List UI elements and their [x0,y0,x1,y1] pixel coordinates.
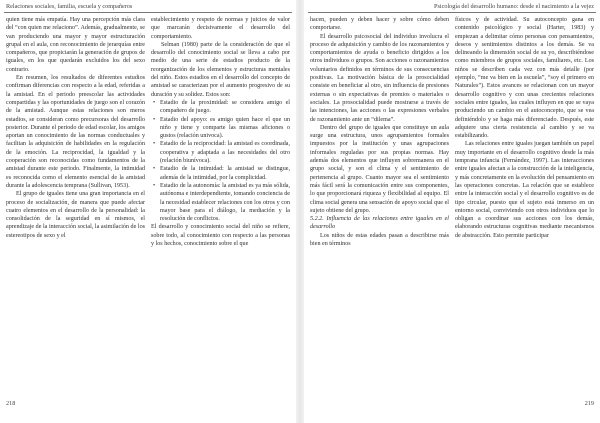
paragraph: En resumen, los resultados de diferentes estudios confirman diferencias con respecto a la edad, referidas a la amistad. En el periodo preescolar las actividades compartidas y las oportunidades de juego son el corazón de la amistad. Aunque estas relaciones son meros estadios, se consideran como precursoras del desarrollo posterior. Durante el periodo de edad escolar, los amigos aportan un conocimiento de las normas conductuales y facilitan la adquisición de habilidades en la regulación de la emoción. La reciprocidad, la igualdad y la cooperación son reconocidas como fundamentos de la amistad durante este periodo. Finalmente, la intimidad es reconocida como el elemento esencial de la amistad durante la adolescencia temprana (Sullivan, 1953). [6,75,145,189]
stage-list [151,99,290,223]
paragraph: establecimiento y respeto de normas y juicios de valor que marcarán decisivamente el desarrollo del comportamiento. [151,17,290,40]
right-header-rule [308,12,596,13]
book-gutter [296,0,304,423]
paragraph: El desarrollo psicosocial del individuo involucra el proceso de adquisición y cambio de los razonamientos y comportamientos de ayuda o beneficio dirigidos a los otros individuos o grupos. Son acciones o razonamientos voluntarios definidos en términos de sus consecuencias positivas. La motivación básica de la prosocialidad consiste en beneficiar al otro, sin influencia de presiones externas o sin expectativas de premios o materiales o sociales. La prosocialidad puede mostrarse a través de las intenciones, las acciones o las expresiones verbales de razonamiento ante un “dilema”. [310,33,449,123]
right-page-number: 219 [584,400,594,407]
right-running-header: Psicología del desarrollo humano: desde el nacimiento a la vejez [434,3,594,10]
list-item: • Estadio del apoyo: es amigo quien hace el que un niño y tiene y comparte las mismas aficiones o gustos (relación univoca). [151,116,290,141]
paragraph: quien tiene más empatía. Hay una percepción más clara del “con quien me relaciono”. Además, gradualmente, se van produciendo una mayor y mayor estructuración grupal en el aula, con reconocimiento de jerarquías entre compañeros, que propiciarán la generación de grupos de iguales, en los que quedarán excluidos los del sexo contrario. [6,17,145,73]
section-subheading: 5.2.2. Influencia de las relaciones entre iguales en el desarrollo [310,216,449,231]
paragraph: Las relaciones entre iguales juegan también un papel muy importante en el desarrollo cognitivo desde la más temprana infancia (Fernández, 1997). Las interacciones entre iguales afectan a la construcción de la inteligencia, y más concretamente en la evolución del pensamiento en las operaciones concretas. La relación que se establece entre la interacción social y el desarrollo cognitivo es de tipo circular, puesto que el sujeto está inmerso en un entorno social, conviviendo con otros individuos que lo obligan a coordinar sus acciones con los demás, elaborando estructuras cognitivas mediante mecanismos de abstracción. Esto permite participar [455,141,594,239]
left-header-rule [4,12,292,13]
paragraph: Dentro del grupo de iguales que constituye un aula surge una estructura, unos agrupamientos formales impuestos por la institución y unas agrupaciones informales reguladas por sus propias normas. Hay además dos elementos que influyen sobremanera en el grupo social, y son el clima y el sentimiento de pertenencia al grupo. Cuanto mayor sea el sentimiento más fácil será la comunicación entre sus componentes, lo que proporcionará riqueza y flexibilidad al equipo. El clima social genera una sensación de apoyo social que el sujeto obtiene del grupo. [310,124,449,214]
left-column-2 [151,16,290,392]
left-running-header: Relaciones sociales, familia, escuela y compañeros [6,3,133,10]
paragraph: El desarrollo y conocimiento social del niño se refiere, sobre todo, al conocimiento con respecto a las personas y los hechos, conocimiento sobre el que [151,224,290,248]
paragraph: Selman (1980) parte de la consideración de que el desarrollo del conocimiento social se lleva a cabo por medio de una serie de estadios producto de la reorganización de los elementos y estructuras mentales del niño. Estos estadios en el desarrollo del concepto de amistad se caracterizan por el aumento progresivo de su duración y su solidez. Estos son: [151,41,290,98]
right-column-2 [455,16,594,392]
right-page [304,0,600,423]
paragraph: hacen, pueden y deben hacer y sobre cómo deben comportarse. [310,17,449,32]
paragraph: físicos y de actividad. Su autoconcepto gana en contenido psicológico y social (Harter, 1983) y empiezan a delimitar cómo personas con pensamientos, deseos y sentimientos distintos a los demás. Se va delineando la dimensión social de su yo, describiéndose como miembros de grupos sociales, familiares, etc. Los niños se describen cada vez con más detalle (por ejemplo, “me va bien en la escuela”, “soy el primero en Naturales”). Estos avances se relacionan con un mayor desarrollo cognitivo y con unas crecientes relaciones sociales entre iguales, las cuales influyen en que se vaya produciendo un cambio en el autoconcepto, que se vea definiéndolo y se haga más diferenciado. Después, este adquiere una cierta resistencia al cambio y se va estabilizando. [455,17,594,140]
paragraph: Los niños de estas edades pasan a describirse más bien en términos [310,232,449,248]
paragraph: El grupo de iguales tiene una gran importancia en el proceso de socialización, de manera que puede afectar cuatro elementos en el desarrollo de la personalidad: la consolidación de la seguridad en sí mismos, el aprendizaje de la interacción social, la asimilación de los estereotipos de sexo y el [6,191,145,239]
list-item: • Estadio de la proximidad: se considera amigo el compañero de juego. [151,99,290,116]
left-page [0,0,296,423]
list-item: • Estadio de la intimidad: la amistad se distingue, además de la intimidad, por la complicidad. [151,165,290,182]
list-item: • Estadio de la autonomía: la amistad es ya más sólida, autónoma e interdependiente, tomando conciencia de la necesidad establecer relaciones con los otros y con mayor base para el diálogo, la mediación y la resolución de conflictos. [151,182,290,223]
list-item: • Estadio de la reciprocidad: la amistad es coordinada, cooperativa y adaptada a las necesidades del otro (relación biunívoca). [151,140,290,165]
left-page-number: 218 [6,400,16,407]
left-column-1 [6,16,145,392]
right-column-1 [310,16,449,392]
